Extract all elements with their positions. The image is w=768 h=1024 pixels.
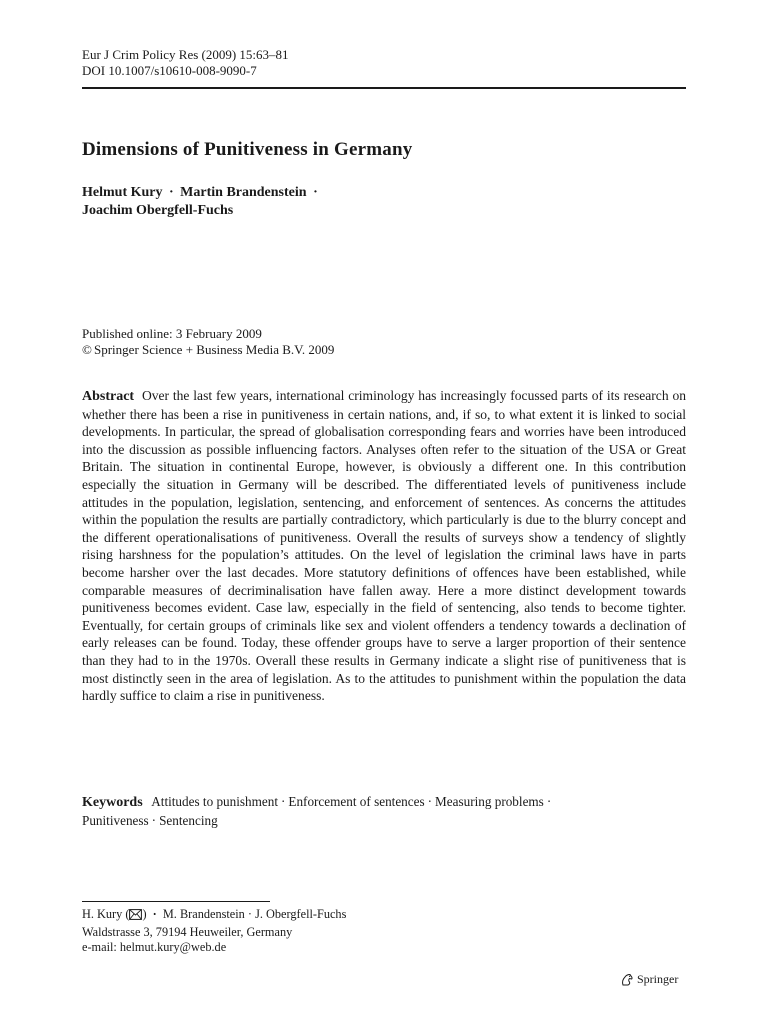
keywords-section: [82, 793, 686, 830]
keyword-separator: ·: [281, 794, 286, 809]
copyright-icon: ©: [82, 342, 92, 357]
copyright-line: [82, 342, 334, 358]
abstract-text: Over the last few years, international criminology has increasingly focussed parts of its research on whether there has been a rise in punitiveness in certain nations, and, if so, to what extent it is linked to social developments. In particular, the spread of globalisation corresponding fears and worries have been introduced into the discussion as possible influencing factors. Analyses often refer to the situation of the USA or Great Britain. The situation in continental Europe, however, is obviously a different one. In this contribution especially the situation in Germany will be described. The differentiated levels of punitiveness include attitudes in the population, legislation, sentencing, and enforcement of sentences. As concerns the attitudes within the population the results are partially contradictory, which particularly is due to the blurry concept and the different operationalisations of punitiveness. Overall the results of surveys show a tendency of slightly rising harshness for the population’s attitudes. On the level of legislation the criminal laws have in parts become harsher over the last decades. More statutory definitions of offences have been established, while comparable measures of decriminalisation have fallen away. Here a more distinct development towards punitiveness becomes evident. Case law, especially in the field of sentencing, also tends to become tighter. Eventually, for certain groups of criminals like sex and violent offenders a tendency towards a declination of early releases can be found. Today, these offender groups have to serve a larger proportion of their sentence than they had to in the 1970s. Overall these results in Germany indicate a slight rise of punitiveness that is most distinctly seen in the area of legislation. As to the attitudes to punishment within the population the data hardly suffice to claim a rise in punitiveness.: [82, 388, 686, 704]
keyword: Attitudes to punishment: [151, 794, 278, 809]
author-email[interactable]: e-mail: helmut.kury@web.de: [82, 940, 227, 954]
keyword: Measuring problems: [435, 794, 544, 809]
article-title: Dimensions of Punitiveness in Germany: [82, 139, 413, 160]
author-separator: ·: [169, 185, 174, 200]
corresponding-author: H. Kury (: [82, 907, 130, 921]
author-separator: ·: [313, 185, 318, 200]
published-online-date: Published online: 3 February 2009: [82, 326, 262, 341]
author-name: Martin Brandenstein: [180, 185, 307, 200]
publication-info: [82, 326, 334, 358]
keyword: Enforcement of sentences: [288, 794, 425, 809]
author-name: Helmut Kury: [82, 185, 163, 200]
keyword-separator: ·: [151, 813, 157, 828]
abstract-label: Abstract: [82, 389, 135, 404]
abstract-section: [82, 387, 686, 705]
footnote-authors: [82, 907, 346, 925]
keyword: Punitiveness: [82, 813, 149, 828]
corresponding-author-close: ): [142, 907, 147, 921]
author-address: Waldstrasse 3, 79194 Heuweiler, Germany: [82, 924, 293, 939]
journal-citation: [82, 47, 289, 79]
header-rule: [82, 87, 686, 89]
keywords-label: Keywords: [82, 795, 143, 810]
envelope-icon: [129, 909, 142, 925]
author-list: [82, 184, 321, 220]
doi-line[interactable]: DOI 10.1007/s10610-008-9090-7: [82, 63, 257, 78]
keyword-separator: ·: [427, 794, 433, 809]
footnote-rule: [82, 901, 270, 902]
citation-line: Eur J Crim Policy Res (2009) 15:63–81: [82, 47, 289, 62]
publisher-name: Springer: [637, 972, 679, 986]
keyword-separator: ·: [546, 794, 552, 809]
author-name: Joachim Obergfell-Fuchs: [82, 203, 234, 218]
author-separator: ·: [152, 907, 157, 921]
author-footnote: [82, 907, 346, 956]
keyword: Sentencing: [159, 813, 218, 828]
springer-horse-icon: [620, 973, 634, 987]
copyright-text: Springer Science + Business Media B.V. 2009: [94, 342, 335, 357]
other-authors: M. Brandenstein · J. Obergfell-Fuchs: [162, 907, 347, 921]
publisher-logo: [620, 972, 678, 987]
